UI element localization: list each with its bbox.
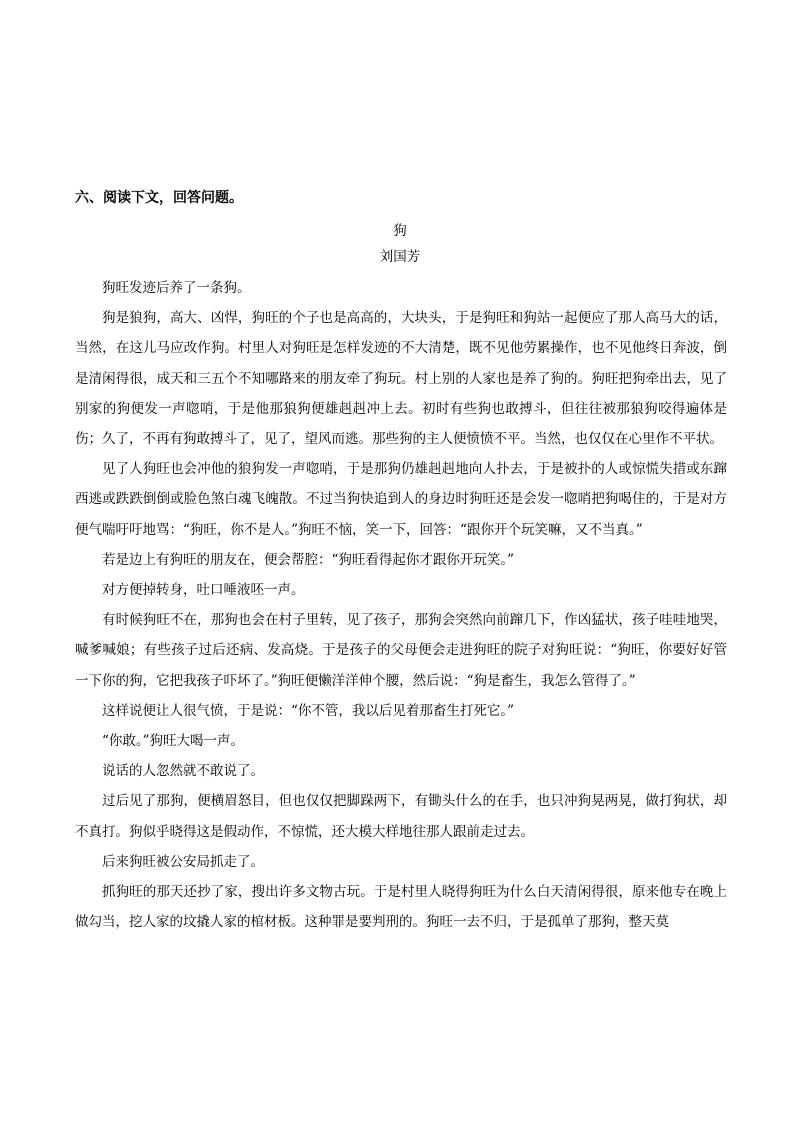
paragraph: 有时候狗旺不在，那狗也会在村子里转，见了孩子，那狗会突然向前蹿几下，作凶猛状，孩子哇哇地哭，喊爹喊娘；有些孩子过后还病、发高烧。于是孩子的父母便会走进狗旺的院子对狗旺说：“狗旺，你要好好管一下你的狗，它把我孩子吓坏了。”狗旺便懒洋洋伸个腰，然后说：“狗是畜生，我怎么管得了。” bbox=[75, 612, 727, 689]
paragraph: “你敢。”狗旺大喝一声。 bbox=[102, 733, 245, 750]
paragraph: 见了人狗旺也会冲他的狼狗发一声唿哨，于是那狗仍雄赳赳地向人扑去，于是被扑的人或惊慌失措或东蹿西逃或跌跌倒倒或脸色煞白魂飞魄散。不过当狗快追到人的身边时狗旺还是会发一唿哨把狗喝住的，于是对方便气喘吁吁地骂：“狗旺，你不是人。”狗旺不恼，笑一下，回答：“跟你开个玩笑嘛，又不当真。” bbox=[75, 461, 727, 538]
paragraph: 对方便掉转身，吐口唾液呸一声。 bbox=[102, 582, 305, 599]
story-body bbox=[75, 273, 727, 937]
paragraph: 这样说便让人很气愤，于是说：“你不管，我以后见着那畜生打死它。” bbox=[102, 702, 515, 719]
paragraph: 后来狗旺被公安局抓走了。 bbox=[102, 853, 264, 870]
paragraph: 若是边上有狗旺的朋友在，便会帮腔：“狗旺看得起你才跟你开玩笑。” bbox=[102, 551, 515, 568]
paragraph: 说话的人忽然就不敢说了。 bbox=[102, 763, 264, 780]
paragraph: 狗是狼狗，高大、凶悍，狗旺的个子也是高高的，大块头，于是狗旺和狗站一起便应了那人高马大的话，当然，在这儿马应改作狗。村里人对狗旺是怎样发迹的不大清楚，既不见他劳累操作，也不见他终日奔波，倒是清闲得很，成天和三五个不知哪路来的朋友牵了狗玩。村上别的人家也是养了狗的。狗旺把狗牵出去，见了别家的狗便发一声唿哨，于是他那狼狗便雄赳赳冲上去。初时有些狗也敢搏斗，但往往被那狼狗咬得遍体是伤；久了，不再有狗敢搏斗了，见了，望风而逃。那些狗的主人便愤愤不平。当然，也仅仅在心里作不平状。 bbox=[75, 310, 727, 448]
paragraph: 狗旺发迹后养了一条狗。 bbox=[102, 280, 251, 296]
paragraph: 抓狗旺的那天还抄了家，搜出许多文物古玩。于是村里人晓得狗旺为什么白天清闲得很，原来他专在晚上做勾当，挖人家的坟撬人家的棺材板。这种罪是要判刑的。狗旺一去不归，于是孤单了那狗，整天莫 bbox=[75, 884, 727, 931]
story-author: 刘国芳 bbox=[379, 249, 421, 265]
section-heading: 六、阅读下文，回答问题。 bbox=[75, 190, 243, 206]
story-title: 狗 bbox=[393, 223, 407, 239]
paragraph: 过后见了那狗，便横眉怒目，但也仅仅把脚跺两下，有锄头什么的在手，也只冲狗晃两晃，做打狗状，却不真打。狗似乎晓得这是假动作，不惊慌，还大模大样地往那人跟前走过去。 bbox=[75, 793, 727, 840]
